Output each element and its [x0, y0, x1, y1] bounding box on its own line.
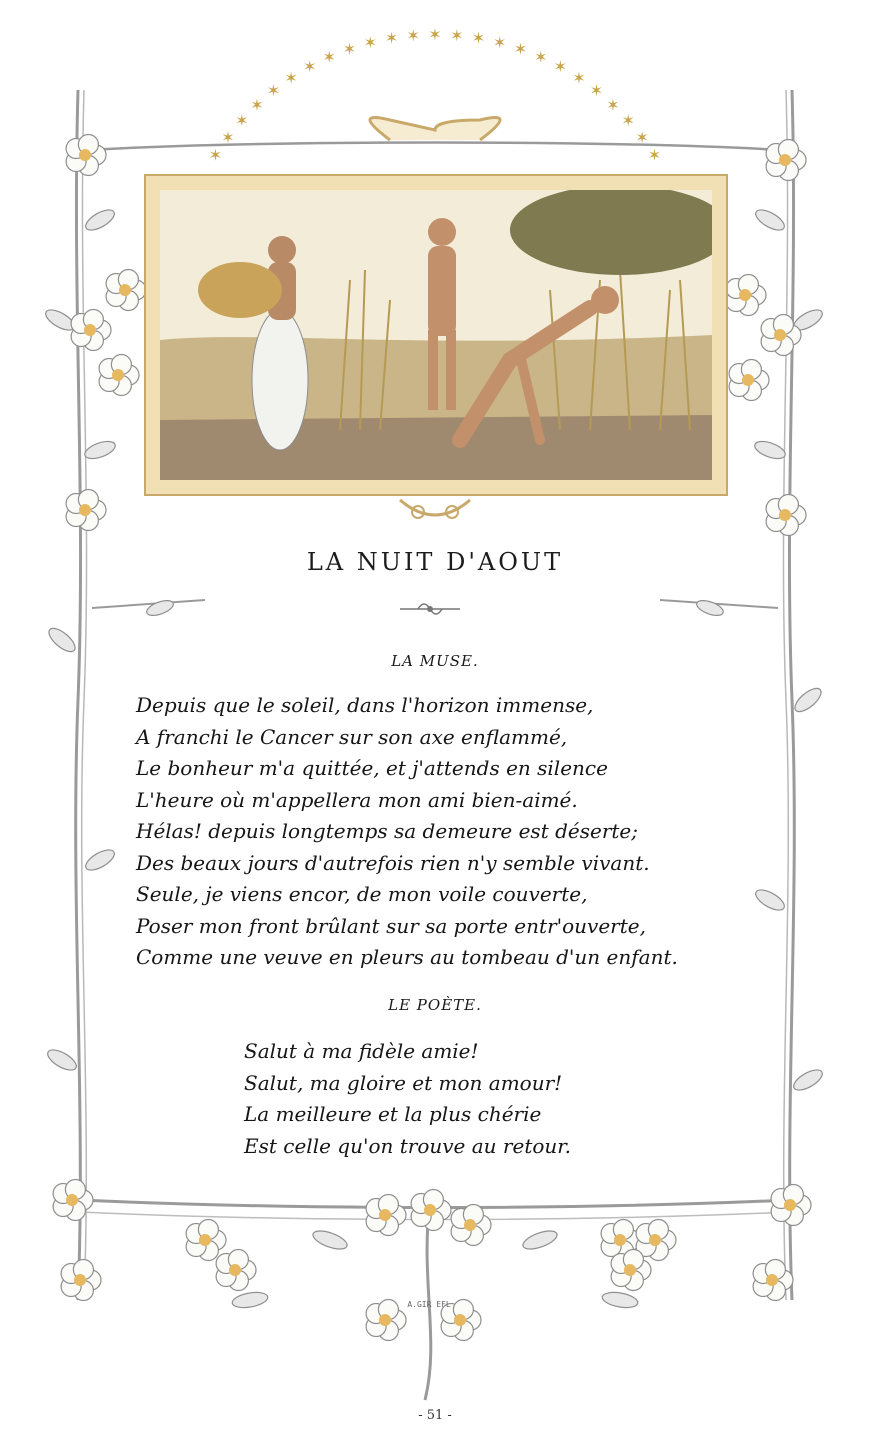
star-icon: ✶	[492, 33, 507, 53]
wild-rose-icon	[186, 1220, 226, 1261]
verse-line: Le bonheur m'a quittée, et j'attends en silence	[136, 756, 608, 780]
star-icon: ✶	[589, 81, 604, 101]
verse-line: Est celle qu'on trouve au retour.	[244, 1133, 571, 1158]
poete-stanza	[244, 1036, 571, 1162]
wild-rose-icon	[99, 355, 139, 396]
verse-line: A franchi le Cancer sur son axe enflammé,	[136, 724, 568, 749]
star-icon: ✶	[266, 81, 281, 101]
star-icon: ✶	[363, 33, 378, 53]
star-icon: ✶	[450, 25, 464, 45]
wild-rose-icon	[66, 490, 106, 531]
wild-rose-icon	[61, 1260, 101, 1301]
wild-rose-icon	[216, 1250, 256, 1291]
star-icon: ✶	[635, 127, 649, 147]
wild-rose-icon	[366, 1300, 406, 1341]
wild-rose-icon	[766, 140, 806, 181]
harvest-illustration	[146, 176, 726, 494]
poem-title: LA NUIT D'AOUT	[306, 548, 564, 576]
verse-line: Comme une veuve en pleurs au tombeau d'un enfant.	[136, 945, 678, 969]
wild-rose-icon	[761, 315, 801, 356]
muse-stanza	[136, 690, 678, 974]
star-icon: ✶	[322, 47, 336, 67]
wild-rose-icon	[106, 270, 146, 311]
title-ornament-icon	[398, 597, 462, 621]
wild-rose-icon	[71, 310, 111, 351]
star-icon: ✶	[572, 68, 586, 88]
wild-rose-icon	[66, 135, 106, 176]
verse-line: Des beaux jours d'autrefois rien n'y semble vivant.	[136, 850, 650, 875]
star-icon: ✶	[384, 28, 399, 48]
speaker-muse: LA MUSE.	[391, 652, 479, 670]
wild-rose-icon	[366, 1195, 406, 1236]
page-number: - 51 -	[418, 1408, 452, 1423]
verse-line: La meilleure et la plus chérie	[244, 1102, 542, 1126]
star-icon: ✶	[235, 111, 249, 130]
verse-line: Seule, je viens encor, de mon voile couverte,	[136, 882, 588, 906]
star-icon: ✶	[621, 111, 635, 130]
star-icon: ✶	[406, 25, 420, 45]
wild-rose-icon	[411, 1190, 451, 1231]
verse-line: Hélas! depuis longtemps sa demeure est déserte;	[136, 819, 639, 843]
verse-line: Salut, ma gloire et mon amour!	[244, 1070, 563, 1095]
star-icon: ✶	[647, 145, 662, 165]
star-icon: ✶	[208, 145, 223, 165]
verse-line: Depuis que le soleil, dans l'horizon immense,	[136, 693, 594, 717]
artist-signature: A.GIR EFL	[407, 1300, 451, 1309]
wild-rose-icon	[766, 495, 806, 536]
star-icon: ✶	[284, 68, 298, 88]
verse-line: L'heure où m'appellera mon ami bien-aimé.	[136, 787, 578, 812]
verse-line: Salut à ma fidèle amie!	[244, 1039, 479, 1063]
star-icon: ✶	[513, 39, 528, 59]
star-icon: ✶	[302, 57, 317, 77]
star-icon: ✶	[534, 47, 548, 67]
star-icon: ✶	[342, 39, 357, 59]
speaker-poete: LE POÈTE.	[388, 996, 482, 1014]
star-icon: ✶	[250, 95, 264, 115]
star-icon: ✶	[221, 127, 235, 147]
star-icon: ✶	[428, 25, 442, 44]
wild-rose-icon	[753, 1260, 793, 1301]
wild-rose-icon	[726, 275, 766, 316]
wild-rose-icon	[729, 360, 769, 401]
wild-rose-icon	[771, 1185, 811, 1226]
verse-line: Poser mon front brûlant sur sa porte entr'ouverte,	[136, 913, 646, 938]
star-icon: ✶	[471, 28, 486, 48]
wild-rose-icon	[451, 1205, 491, 1246]
star-icon: ✶	[606, 95, 620, 115]
star-icon: ✶	[553, 57, 568, 77]
